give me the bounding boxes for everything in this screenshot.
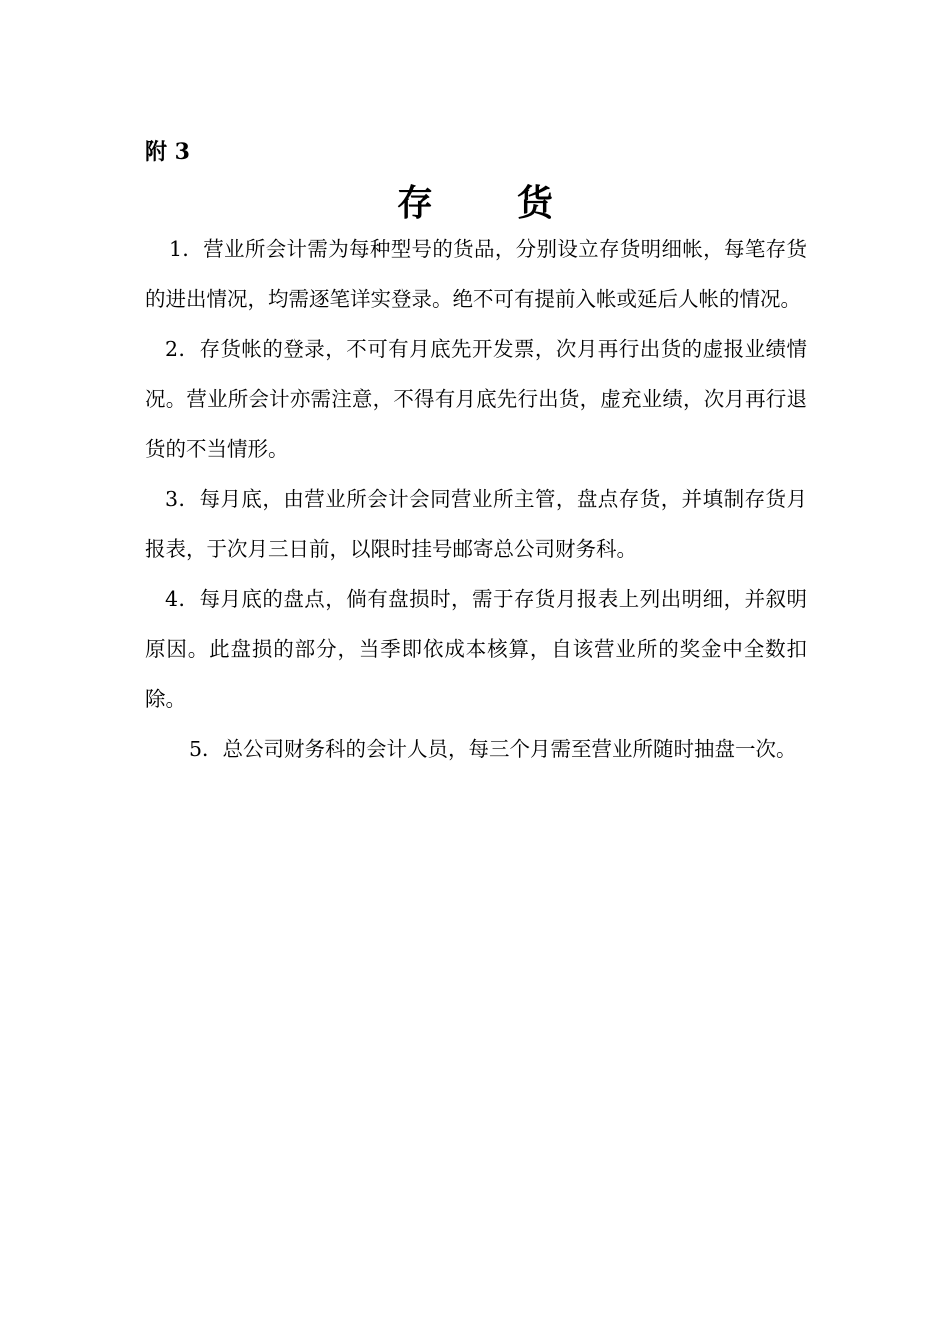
document-body bbox=[145, 224, 807, 774]
appendix-label: 附 3 bbox=[145, 139, 190, 165]
paragraph-4: 4．每月底的盘点，倘有盘损时，需于存货月报表上列出明细，并叙明原因。此盘损的部分，当季即依成本核算，自该营业所的奖金中全数扣除。 bbox=[145, 587, 807, 711]
paragraph-3: 3．每月底，由营业所会计会同营业所主管，盘点存货，并填制存货月报表，于次月三日前，以限时挂号邮寄总公司财务科。 bbox=[145, 487, 807, 561]
paragraph-2: 2．存货帐的登录，不可有月底先开发票，次月再行出货的虚报业绩情况。营业所会计亦需注意，不得有月底先行出货，虚充业绩，次月再行退货的不当情形。 bbox=[145, 337, 807, 461]
document-title: 存货 bbox=[396, 182, 637, 224]
paragraph-5: 5．总公司财务科的会计人员，每三个月需至营业所随时抽盘一次。 bbox=[189, 737, 797, 761]
paragraph-1: 1．营业所会计需为每种型号的货品，分别设立存货明细帐，每笔存货的进出情况，均需逐笔详实登录。绝不可有提前入帐或延后人帐的情况。 bbox=[145, 237, 807, 311]
